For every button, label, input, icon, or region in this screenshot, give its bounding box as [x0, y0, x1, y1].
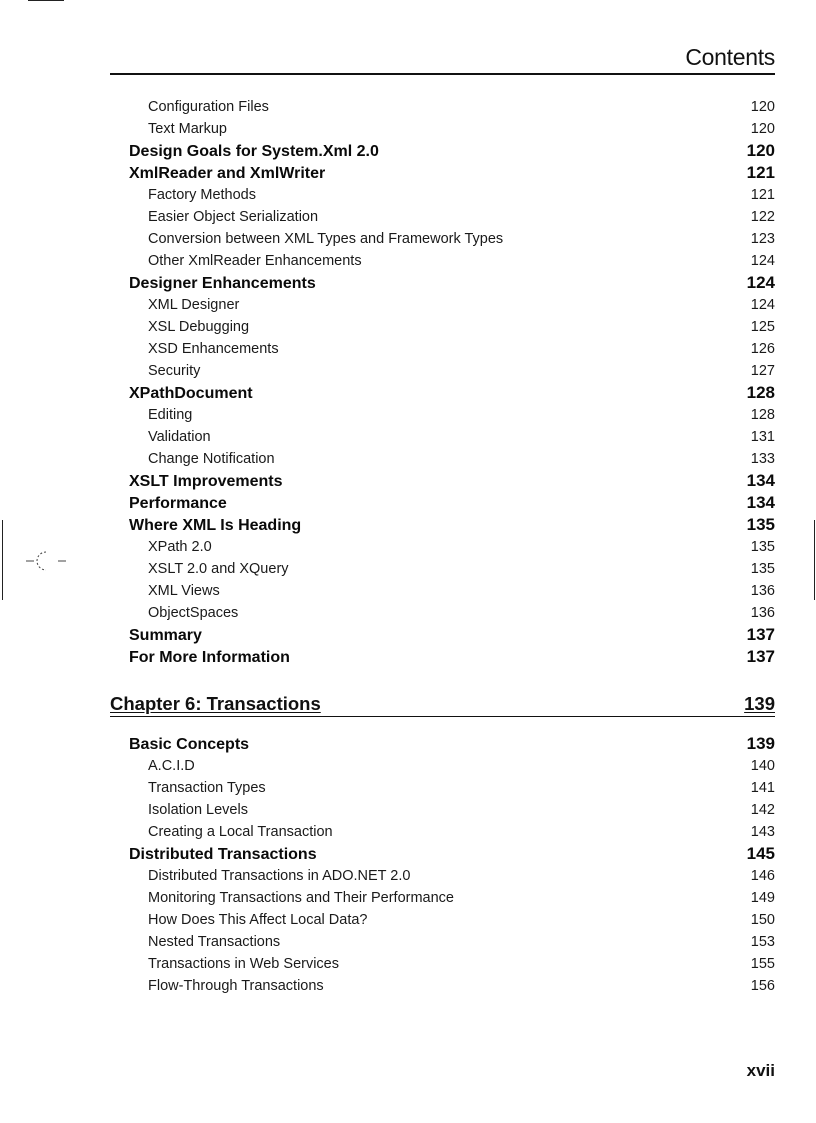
toc-subsection-entry[interactable] — [110, 799, 775, 821]
toc-entry-title: Design Goals for System.Xml 2.0 — [129, 143, 379, 160]
toc-section-entry[interactable] — [110, 162, 775, 184]
toc-section-entry[interactable] — [110, 514, 775, 536]
toc-entry-title: Editing — [148, 407, 193, 423]
toc-entry-page: 136 — [750, 605, 775, 621]
toc-entry-title: Validation — [148, 429, 211, 445]
toc-entry-title: Distributed Transactions in ADO.NET 2.0 — [148, 868, 411, 884]
toc-subsection-entry[interactable] — [110, 931, 775, 953]
toc-entry-page: 142 — [750, 802, 775, 818]
toc-entry-page: 141 — [750, 780, 775, 796]
crop-mark-top — [28, 0, 64, 1]
toc-subsection-entry[interactable] — [110, 250, 775, 272]
toc-subsection-entry[interactable] — [110, 887, 775, 909]
toc-entry-page: 155 — [750, 956, 775, 972]
toc-subsection-entry[interactable] — [110, 755, 775, 777]
toc-entry-page: 156 — [750, 978, 775, 994]
toc-entry-page: 126 — [750, 341, 775, 357]
toc-section-entry[interactable] — [110, 646, 775, 668]
toc-entry-page: 145 — [746, 844, 775, 863]
toc-subsection-entry[interactable] — [110, 404, 775, 426]
toc-section-entry[interactable] — [110, 382, 775, 404]
toc-entry-title: XSLT Improvements — [129, 473, 283, 490]
toc-entry-title: Factory Methods — [148, 187, 256, 203]
toc-subsection-entry[interactable] — [110, 580, 775, 602]
toc-chapter-title: Chapter 6: Transactions — [110, 693, 321, 714]
toc-entry-title: Nested Transactions — [148, 934, 281, 950]
toc-section-chapter-6 — [110, 733, 775, 997]
toc-entry-page: 137 — [746, 647, 775, 666]
toc-entry-page: 134 — [746, 471, 775, 490]
toc-section-entry[interactable] — [110, 140, 775, 162]
toc-entry-title: Transaction Types — [148, 780, 266, 796]
toc-entry-title: Distributed Transactions — [129, 846, 317, 863]
toc-entry-title: Monitoring Transactions and Their Performance — [148, 890, 454, 906]
toc-subsection-entry[interactable] — [110, 426, 775, 448]
toc-entry-page: 137 — [746, 625, 775, 644]
toc-entry-page: 128 — [750, 407, 775, 423]
toc-entry-page: 131 — [750, 429, 775, 445]
toc-entry-title: ObjectSpaces — [148, 605, 239, 621]
toc-entry-page: 125 — [750, 319, 775, 335]
toc-entry-title: XSD Enhancements — [148, 341, 279, 357]
page-number: xvii — [746, 1061, 775, 1080]
toc-section-entry[interactable] — [110, 733, 775, 755]
toc-subsection-entry[interactable] — [110, 448, 775, 470]
toc-subsection-entry[interactable] — [110, 536, 775, 558]
toc-entry-page: 135 — [746, 515, 775, 534]
toc-entry-page: 124 — [750, 253, 775, 269]
toc-entry-page: 140 — [750, 758, 775, 774]
toc-entry-page: 135 — [750, 539, 775, 555]
toc-entry-title: Performance — [129, 495, 227, 512]
toc-entry-page: 124 — [746, 273, 775, 292]
toc-entry-page: 135 — [750, 561, 775, 577]
toc-entry-page: 136 — [750, 583, 775, 599]
toc-entry-title: XSL Debugging — [148, 319, 250, 335]
toc-entry-page: 122 — [750, 209, 775, 225]
toc-entry-title: A.C.I.D — [148, 758, 195, 774]
toc-entry-page: 153 — [750, 934, 775, 950]
toc-section-entry[interactable] — [110, 470, 775, 492]
toc-entry-title: Security — [148, 363, 201, 379]
toc-subsection-entry[interactable] — [110, 206, 775, 228]
toc-entry-page: 120 — [750, 121, 775, 137]
header-rule — [110, 73, 775, 75]
toc-entry-title: Configuration Files — [148, 99, 269, 115]
registration-mark-icon — [24, 550, 68, 572]
toc-entry-page: 139 — [746, 734, 775, 753]
toc-entry-title: Text Markup — [148, 121, 227, 137]
toc-subsection-entry[interactable] — [110, 821, 775, 843]
toc-chapter-entry[interactable] — [110, 692, 775, 717]
toc-subsection-entry[interactable] — [110, 558, 775, 580]
toc-entry-title: XML Views — [148, 583, 220, 599]
toc-entry-page: 143 — [750, 824, 775, 840]
toc-entry-page: 120 — [746, 141, 775, 160]
table-of-contents — [110, 96, 775, 997]
crop-mark-right — [814, 520, 815, 600]
toc-entry-page: 121 — [746, 163, 775, 182]
toc-entry-page: 146 — [750, 868, 775, 884]
toc-entry-title: Creating a Local Transaction — [148, 824, 333, 840]
crop-mark-left — [2, 520, 3, 600]
toc-entry-page: 124 — [750, 297, 775, 313]
toc-entry-page: 149 — [750, 890, 775, 906]
toc-entry-page: 123 — [750, 231, 775, 247]
toc-entry-page: 120 — [750, 99, 775, 115]
toc-subsection-entry[interactable] — [110, 975, 775, 997]
toc-subsection-entry[interactable] — [110, 909, 775, 931]
toc-entry-title: XPath 2.0 — [148, 539, 212, 555]
toc-entry-title: For More Information — [129, 649, 290, 666]
toc-entry-page: 134 — [746, 493, 775, 512]
toc-section-entry[interactable] — [110, 492, 775, 514]
running-header-title: Contents — [685, 44, 775, 70]
toc-entry-title: XSLT 2.0 and XQuery — [148, 561, 289, 577]
toc-entry-title: Isolation Levels — [148, 802, 248, 818]
toc-subsection-entry[interactable] — [110, 118, 775, 140]
toc-entry-title: Easier Object Serialization — [148, 209, 319, 225]
toc-chapter-page: 139 — [744, 693, 775, 714]
toc-entry-title: Flow-Through Transactions — [148, 978, 324, 994]
toc-entry-title: Conversion between XML Types and Framework Types — [148, 231, 504, 247]
toc-entry-title: Summary — [129, 627, 202, 644]
toc-entry-title: How Does This Affect Local Data? — [148, 912, 368, 928]
toc-section-chapter-5 — [110, 96, 775, 668]
toc-subsection-entry[interactable] — [110, 602, 775, 624]
toc-subsection-entry[interactable] — [110, 294, 775, 316]
toc-subsection-entry[interactable] — [110, 360, 775, 382]
toc-entry-page: 128 — [746, 383, 775, 402]
toc-entry-title: XPathDocument — [129, 385, 253, 402]
toc-entry-title: Designer Enhancements — [129, 275, 316, 292]
toc-subsection-entry[interactable] — [110, 865, 775, 887]
toc-section-entry[interactable] — [110, 624, 775, 646]
toc-entry-title: XML Designer — [148, 297, 240, 313]
toc-entry-page: 133 — [750, 451, 775, 467]
toc-subsection-entry[interactable] — [110, 953, 775, 975]
toc-subsection-entry[interactable] — [110, 316, 775, 338]
toc-section-entry[interactable] — [110, 272, 775, 294]
toc-entry-page: 121 — [750, 187, 775, 203]
toc-subsection-entry[interactable] — [110, 338, 775, 360]
toc-entry-title: Transactions in Web Services — [148, 956, 339, 972]
toc-entry-title: Basic Concepts — [129, 736, 250, 753]
toc-section-entry[interactable] — [110, 843, 775, 865]
toc-entry-title: Change Notification — [148, 451, 275, 467]
toc-entry-page: 150 — [750, 912, 775, 928]
toc-subsection-entry[interactable] — [110, 777, 775, 799]
toc-entry-title: Other XmlReader Enhancements — [148, 253, 362, 269]
toc-entry-title: Where XML Is Heading — [129, 517, 302, 534]
toc-subsection-entry[interactable] — [110, 184, 775, 206]
toc-subsection-entry[interactable] — [110, 96, 775, 118]
toc-entry-page: 127 — [750, 363, 775, 379]
toc-entry-title: XmlReader and XmlWriter — [129, 165, 326, 182]
toc-subsection-entry[interactable] — [110, 228, 775, 250]
